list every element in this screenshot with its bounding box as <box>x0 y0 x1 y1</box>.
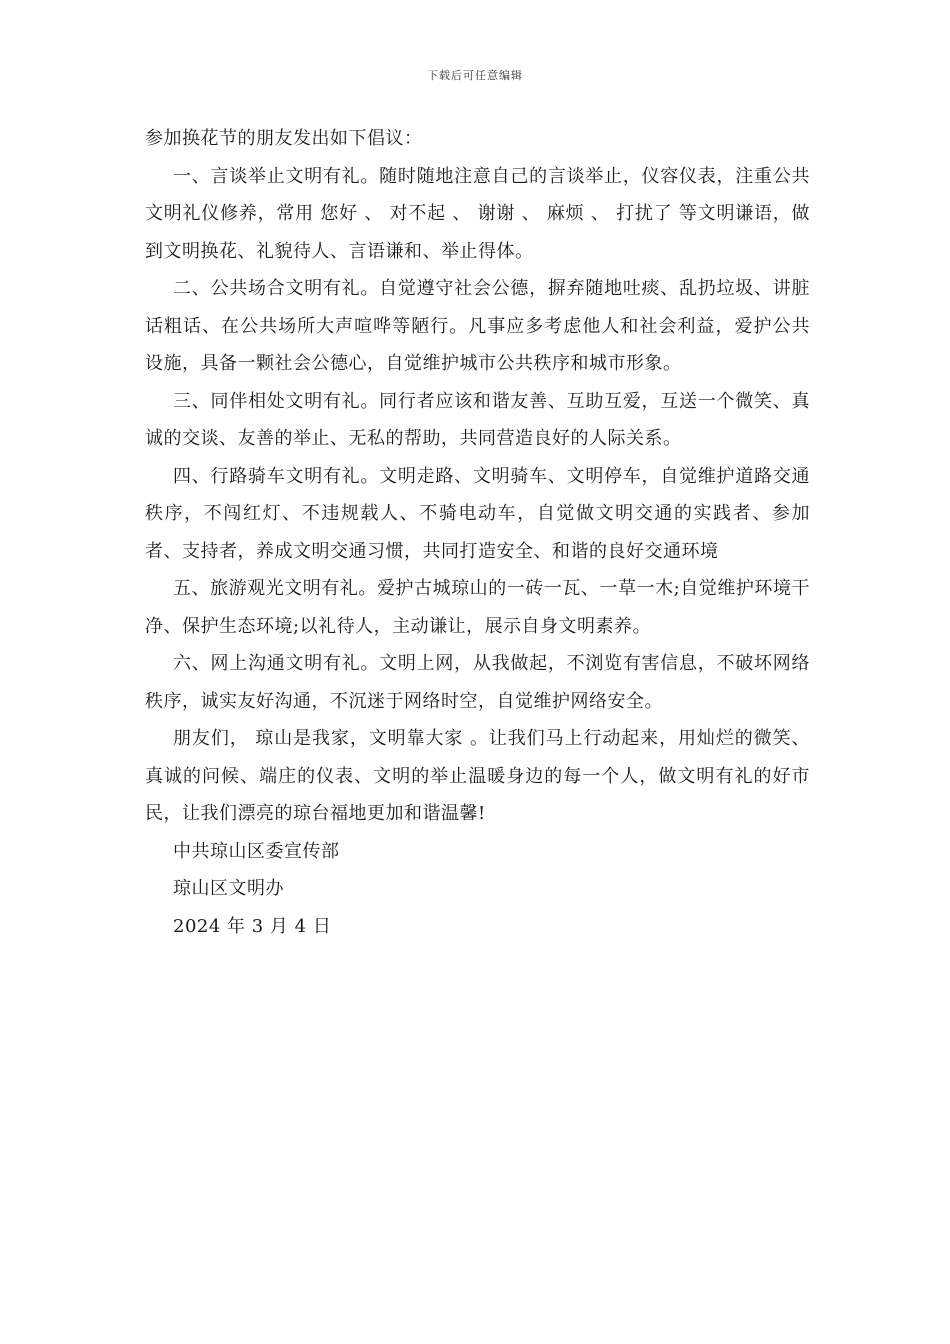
proposal-paragraph-4: 四、行路骑车文明有礼。文明走路、文明骑车、文明停车，自觉维护道路交通秩序，不闯红灯、不违规载人、不骑电动车，自觉做文明交通的实践者、参加者、支持者，养成文明交通习惯，共同打造安全、和谐的良好交通环境 <box>145 465 810 562</box>
proposal-paragraph-6: 六、网上沟通文明有礼。文明上网，从我做起，不浏览有害信息，不破坏网络秩序，诚实友好沟通，不沉迷于网络时空，自觉维护网络安全。 <box>145 653 810 712</box>
signature-block <box>145 833 810 946</box>
document-body <box>145 120 810 945</box>
proposal-paragraph-1: 一、言谈举止文明有礼。随时随地注意自己的言谈举止，仪容仪表，注重公共文明礼仪修养，常用 您好 、 对不起 、 谢谢 、 麻烦 、 打扰了 等文明谦语，做到文明换花、礼貌待人、言语谦和、举止得体。 <box>145 165 810 262</box>
page-header-note: 下载后可任意编辑 <box>427 69 523 82</box>
signature-org-propaganda: 中共琼山区委宣传部 <box>173 840 340 862</box>
closing-paragraph: 朋友们， 琼山是我家，文明靠大家 。让我们马上行动起来，用灿烂的微笑、真诚的问候、端庄的仪表、文明的举止温暖身边的每一个人，做文明有礼的好市民，让我们漂亮的琼台福地更加和谐温馨! <box>145 728 810 824</box>
signature-org-civilization-office: 琼山区文明办 <box>173 878 284 899</box>
proposal-paragraph-3: 三、同伴相处文明有礼。同行者应该和谐友善、互助互爱，互送一个微笑、真诚的交谈、友善的举止、无私的帮助，共同营造良好的人际关系。 <box>145 390 810 449</box>
proposal-paragraph-2: 二、公共场合文明有礼。自觉遵守社会公德，摒弃随地吐痰、乱扔垃圾、讲脏话粗话、在公共场所大声喧哗等陋行。凡事应多考虑他人和社会利益，爱护公共设施，具备一颗社会公德心，自觉维护城市公共秩序和城市形象。 <box>145 278 810 374</box>
proposal-paragraph-5: 五、旅游观光文明有礼。爱护古城琼山的一砖一瓦、一草一木;自觉维护环境干净、保护生态环境;以礼待人，主动谦让，展示自身文明素养。 <box>145 578 810 637</box>
intro-line: 参加换花节的朋友发出如下倡议： <box>145 128 423 149</box>
signature-date: 2024 年 3 月 4 日 <box>173 915 332 937</box>
